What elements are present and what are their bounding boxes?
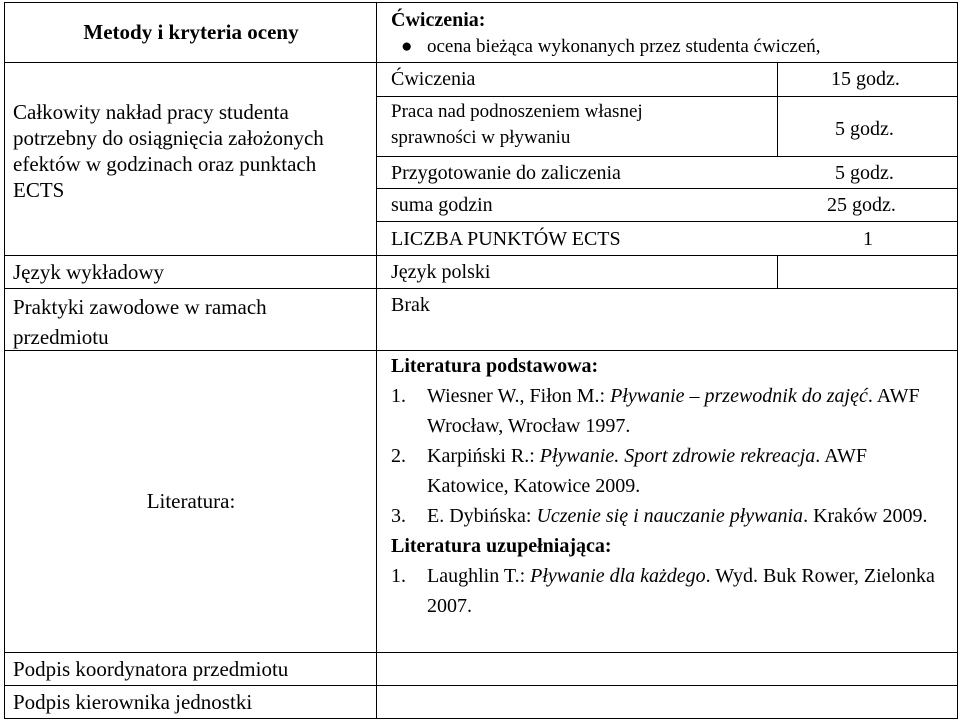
jezyk-label: Język wykładowy [13,260,165,284]
lit-item: 1. Laughlin T.: Pływanie dla każdego. Wyd. Buk Rower, Zielonka 2007. [391,565,935,617]
activity-praca-wlasna: Praca nad podnoszeniem własnej sprawności w pływaniu [391,101,643,148]
activity-przygotowanie: Przygotowanie do zaliczenia [391,162,621,184]
hours-suma: 25 godz. [827,194,896,216]
lit-item: 1. Wiesner W., Fiłon M.: Pływanie – przewodnik do zajęć. AWF Wrocław, Wrocław 1997. [391,385,920,437]
ects-value: 1 [863,228,873,250]
lit-item: 2. Karpiński R.: Pływanie. Sport zdrowie rekreacja. AWF Katowice, Katowice 2009. [391,445,868,497]
praktyki-value: Brak [391,294,430,316]
podpis-kierownika-label: Podpis kierownika jednostki [13,690,253,714]
activity-cwiczenia: Ćwiczenia [391,68,476,90]
lit-item: 3. E. Dybińska: Uczenie się i nauczanie pływania. Kraków 2009. [391,505,928,527]
row-jezyk [4,255,958,288]
podpis-koordynatora-label: Podpis koordynatora przedmiotu [13,657,289,681]
row-podpis-koordynatora [4,652,958,685]
row-podpis-kierownika [4,685,958,719]
jezyk-value: Język polski [391,261,491,283]
activity-ects: LICZBA PUNKTÓW ECTS [391,228,621,250]
literatura-content [391,351,951,621]
activity-suma: suma godzin [391,194,493,216]
praktyki-label: Praktyki zawodowe w ramach przedmiotu [13,295,267,349]
bullet-icon: ● [401,36,413,57]
metody-label: Metody i kryteria oceny [83,20,299,44]
metody-heading: Ćwiczenia: [391,9,486,31]
literatura-podstawowa-heading: Literatura podstawowa: [391,355,599,377]
metody-bullet-text: ocena bieżąca wykonanych przez studenta ćwiczeń, [427,36,821,57]
literatura-label: Literatura: [146,489,236,513]
course-table [4,2,958,719]
metody-bullet-item [401,35,960,59]
row-naklad [4,62,958,255]
naklad-label: Całkowity nakład pracy studenta potrzebny do osiągnięcia założonych efektów w godzinach oraz punktach ECTS [13,100,324,202]
hours-cwiczenia: 15 godz. [831,68,900,90]
hours-praca-wlasna: 5 godz. [835,118,894,140]
row-metody [4,2,958,62]
row-literatura [4,350,958,652]
literatura-uzupelniajaca-heading: Literatura uzupełniająca: [391,535,612,557]
row-praktyki [4,288,958,350]
hours-przygotowanie: 5 godz. [835,162,894,184]
